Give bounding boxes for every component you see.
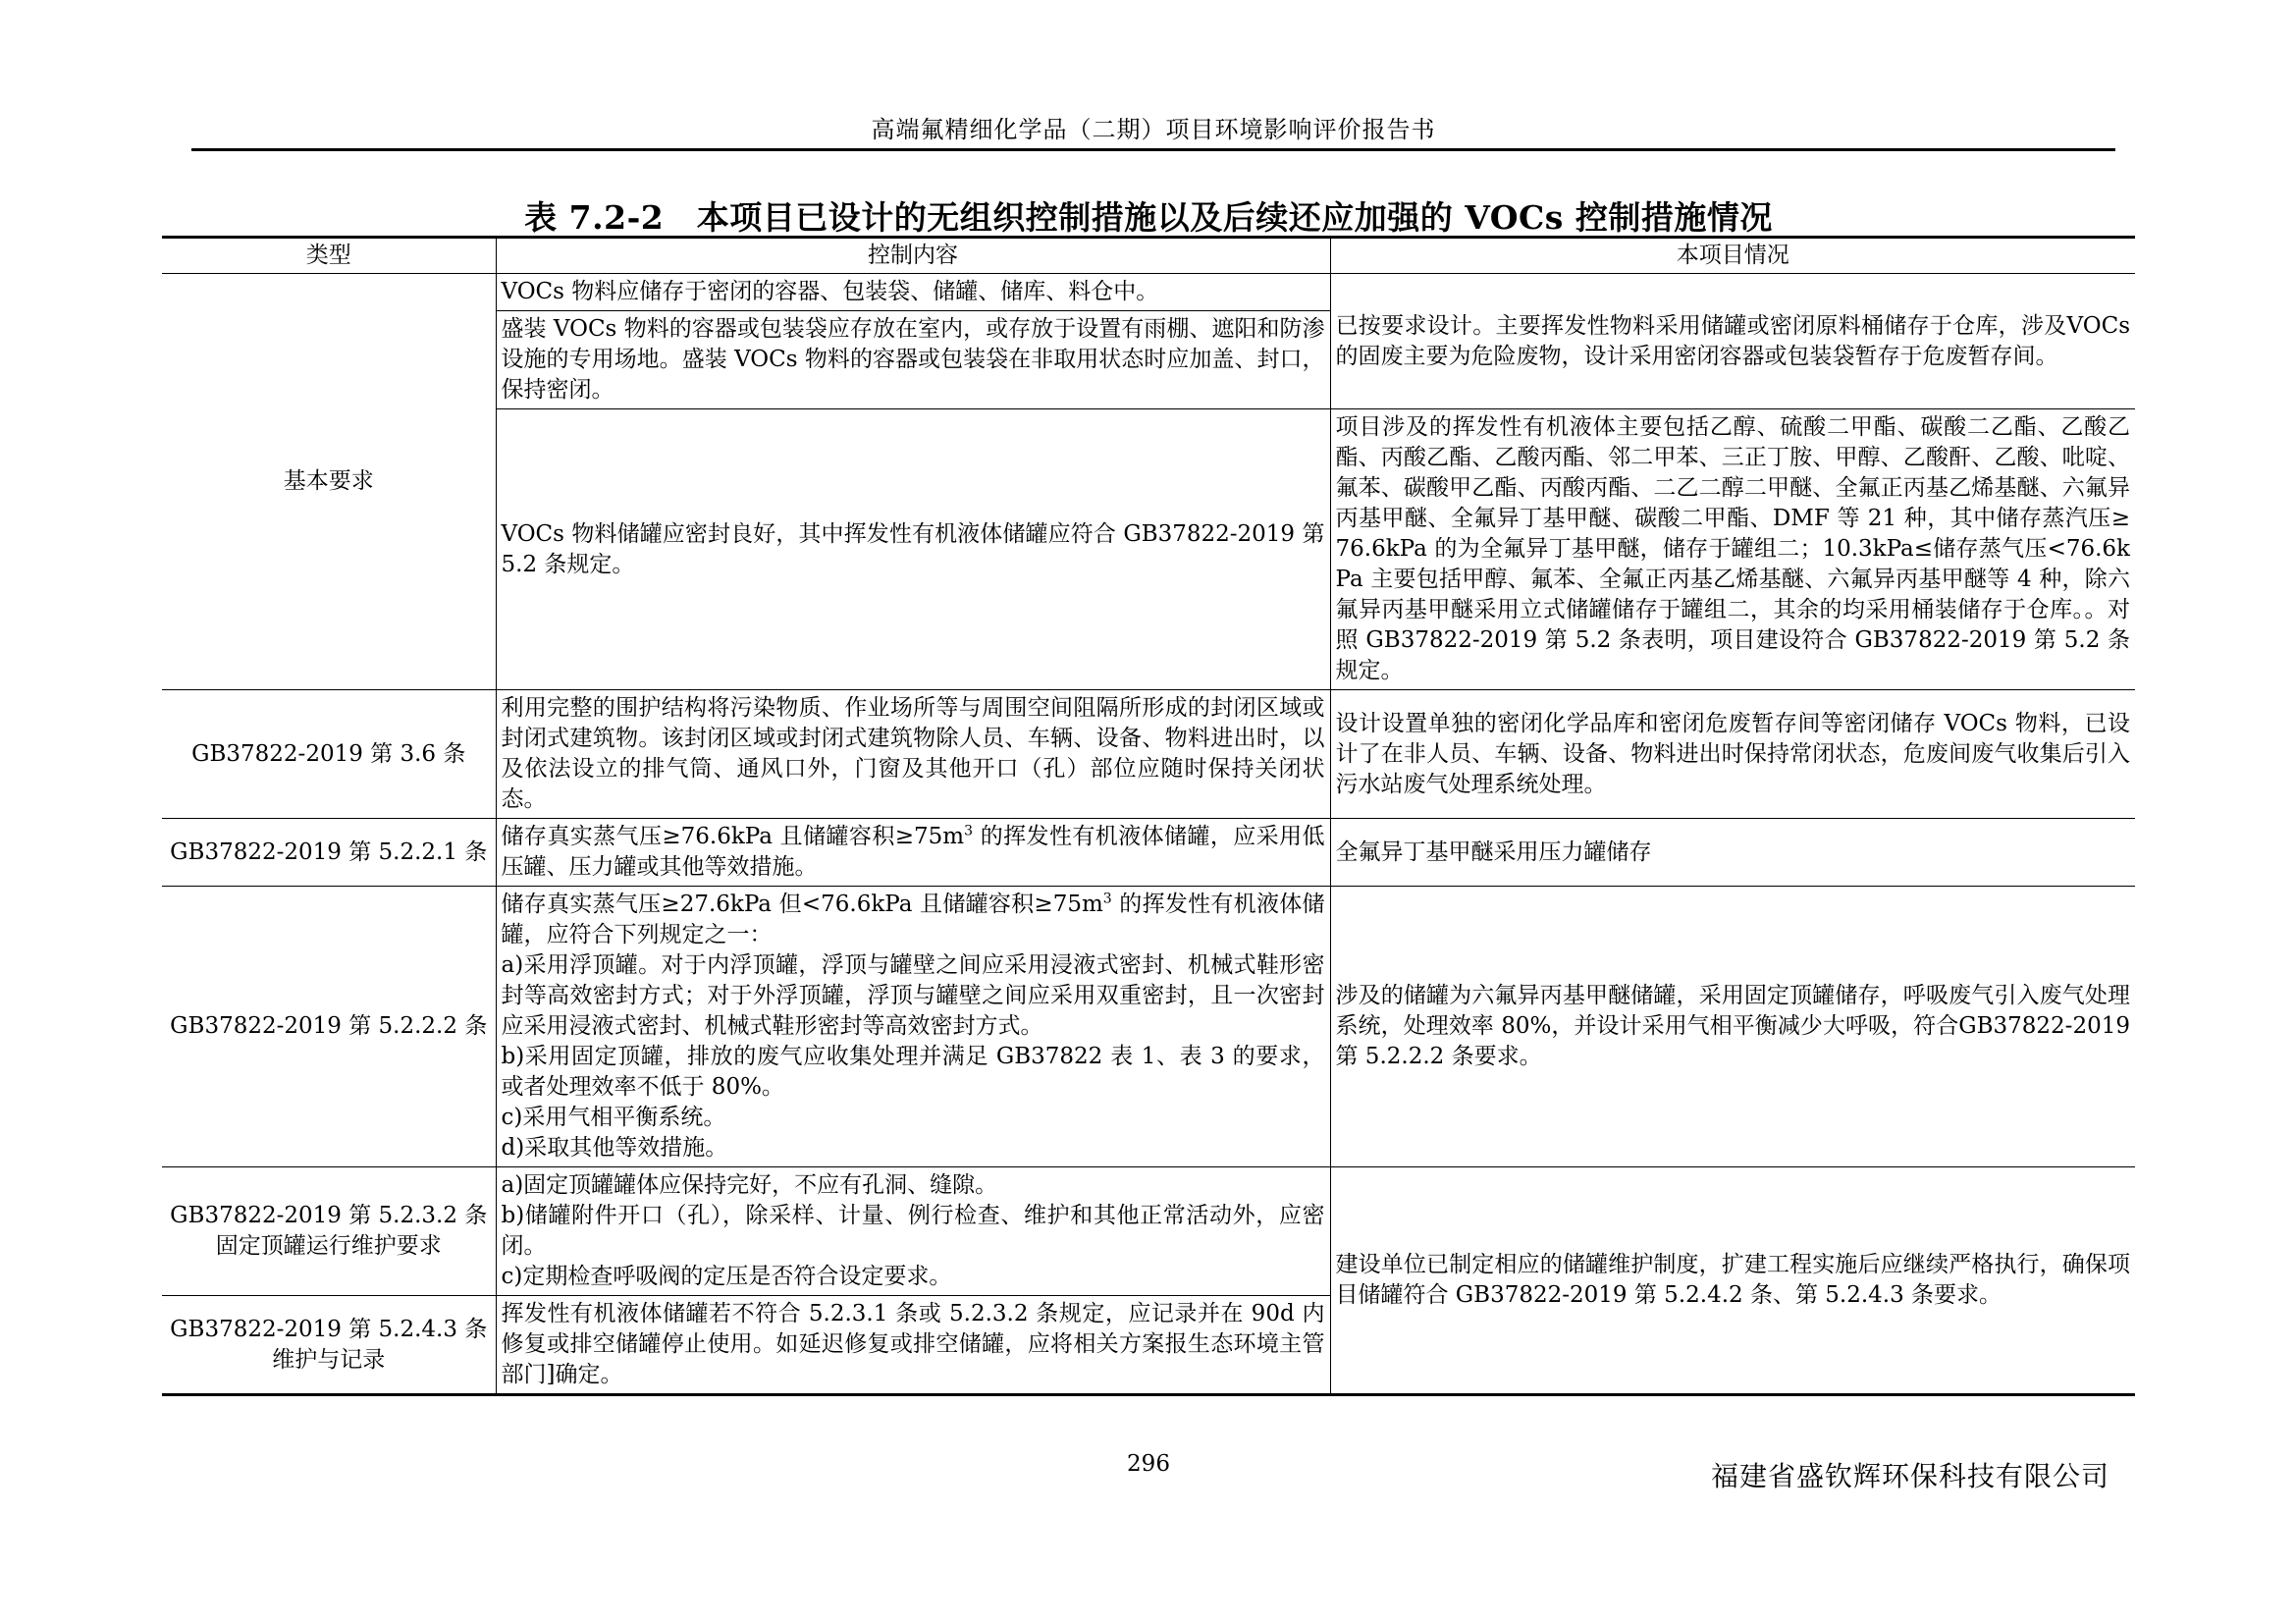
control-content-cell: VOCs 物料储罐应密封良好，其中挥发性有机液体储罐应符合 GB37822-2019 第 5.2 条规定。 — [496, 409, 1330, 690]
content-item-c: c)采用气相平衡系统。 — [501, 1105, 726, 1130]
table-row — [162, 887, 2135, 1167]
column-header-control-content: 控制内容 — [496, 238, 1330, 274]
control-measures-table — [162, 236, 2135, 1396]
content-item-d: d)采取其他等效措施。 — [501, 1135, 728, 1161]
content-text: 储存真实蒸气压≥27.6kPa 但<76.6kPa 且储罐容积≥75m — [501, 892, 1103, 917]
content-item-c: c)定期检查呼吸阀的定压是否符合设定要求。 — [501, 1264, 952, 1289]
control-content-cell: 利用完整的围护结构将污染物质、作业场所等与周围空间阻隔所形成的封闭区域或封闭式建筑物。该封闭区域或封闭式建筑物除人员、车辆、设备、物料进出时，以及依法设立的排气筒、通风口外，门窗及其他开口（孔）部位应随时保持关闭状态。 — [496, 690, 1330, 819]
content-text: 的挥发性有机液体储罐，应采用低压罐、压力罐或其他等效措施。 — [501, 824, 1325, 880]
running-header-title: 高端氟精细化学品（二期）项目环境影响评价报告书 — [871, 116, 1436, 143]
row-type-5-2-2-1: GB37822-2019 第 5.2.2.1 条 — [162, 819, 496, 887]
page-number: 296 — [1127, 1451, 1170, 1477]
superscript: 3 — [964, 823, 974, 839]
table-row — [162, 1167, 2135, 1296]
control-content-cell — [496, 1167, 1330, 1296]
control-content-cell: 挥发性有机液体储罐若不符合 5.2.3.1 条或 5.2.3.2 条规定，应记录并在 90d 内修复或排空储罐停止使用。如延迟修复或排空储罐，应将相关方案报生态环境主管部门]确定。 — [496, 1296, 1330, 1395]
column-header-type: 类型 — [162, 238, 496, 274]
header-rule — [191, 148, 2115, 151]
content-intro — [502, 890, 1325, 950]
table-header-row — [162, 238, 2135, 274]
project-status-cell: 建设单位已制定相应的储罐维护制度，扩建工程实施后应继续严格执行，确保项目储罐符合 GB37822-2019 第 5.2.4.2 条、第 5.2.4.3 条要求。 — [1330, 1167, 2135, 1395]
control-measures-table-wrapper — [162, 236, 2135, 1396]
row-type-3-6: GB37822-2019 第 3.6 条 — [162, 690, 496, 819]
table-row — [162, 819, 2135, 887]
content-item-b: b)采用固定顶罐，排放的废气应收集处理并满足 GB37822 表 1、表 3 的要求，或者处理效率不低于 80%。 — [501, 1044, 1325, 1100]
company-name: 福建省盛钦辉环保科技有限公司 — [1710, 1460, 2109, 1492]
project-status-cell: 项目涉及的挥发性有机液体主要包括乙醇、硫酸二甲酯、碳酸二乙酯、乙酸乙酯、丙酸乙酯、乙酸丙酯、邻二甲苯、三正丁胺、甲醇、乙酸酐、乙酸、吡啶、氟苯、碳酸甲乙酯、丙酸丙酯、二乙二醇二甲醚、全氟正丙基乙烯基醚、六氟异丙基甲醚、全氟异丁基甲醚、碳酸二甲酯、DMF 等 21 种，其中储存蒸汽压≥76.6kPa 的为全氟异丁基甲醚，储存于罐组二；10.3kPa≤储存蒸气压<76.6kPa 主要包括甲醇、氟苯、全氟正丙基乙烯基醚、六氟异丙基甲醚等 4 种，除六氟异丙基甲醚采用立式储罐储存于罐组二，其余的均采用桶装储存于仓库。。对照 GB37822-2019 第 5.2 条表明，项目建设符合 GB37822-2019 第 5.2 条规定。 — [1330, 409, 2135, 690]
project-status-cell: 全氟异丁基甲醚采用压力罐储存 — [1330, 819, 2135, 887]
row-type-5-2-3-2: GB37822-2019 第 5.2.3.2 条 固定顶罐运行维护要求 — [162, 1167, 496, 1296]
control-content-cell — [496, 819, 1330, 887]
column-header-project-status: 本项目情况 — [1330, 238, 2135, 274]
project-status-cell: 已按要求设计。主要挥发性物料采用储罐或密闭原料桶储存于仓库，涉及VOCs 的固废主要为危险废物，设计采用密闭容器或包装袋暂存于危废暂存间。 — [1330, 274, 2135, 409]
content-item-a: a)固定顶罐罐体应保持完好，不应有孔洞、缝隙。 — [501, 1172, 998, 1198]
table-row — [162, 690, 2135, 819]
project-status-cell: 设计设置单独的密闭化学品库和密闭危废暂存间等密闭储存 VOCs 物料，已设计了在非人员、车辆、设备、物料进出时保持常闭状态，危废间废气收集后引入污水站废气处理系统处理。 — [1330, 690, 2135, 819]
control-content-cell: 盛装 VOCs 物料的容器或包装袋应存放在室内，或存放于设置有雨棚、遮阳和防渗设施的专用场地。盛装 VOCs 物料的容器或包装袋在非取用状态时应加盖、封口，保持密闭。 — [496, 311, 1330, 409]
control-content-cell: VOCs 物料应储存于密闭的容器、包装袋、储罐、储库、料仓中。 — [496, 274, 1330, 311]
project-status-cell: 涉及的储罐为六氟异丙基甲醚储罐，采用固定顶罐储存，呼吸废气引入废气处理系统，处理效率 80%，并设计采用气相平衡减少大呼吸，符合GB37822-2019 第 5.2.2.2 条要求。 — [1330, 887, 2135, 1167]
control-content-cell — [496, 887, 1330, 1167]
row-type-basic: 基本要求 — [162, 274, 496, 690]
content-text: 储存真实蒸气压≥76.6kPa 且储罐容积≥75m — [501, 824, 965, 849]
content-text: 的挥发性有机液体储罐，应符合下列规定之一： — [501, 892, 1325, 947]
content-item-a: a)采用浮顶罐。对于内浮顶罐，浮顶与罐壁之间应采用浸液式密封、机械式鞋形密封等高效密封方式；对于外浮顶罐，浮顶与罐壁之间应采用双重密封，且一次密封应采用浸液式密封、机械式鞋形密封等高效密封方式。 — [501, 952, 1325, 1039]
table-row — [162, 274, 2135, 311]
table-caption: 表 7.2-2 本项目已设计的无组织控制措施以及后续还应加强的 VOCs 控制措施情况 — [524, 198, 1773, 237]
row-type-5-2-2-2: GB37822-2019 第 5.2.2.2 条 — [162, 887, 496, 1167]
content-item-b: b)储罐附件开口（孔），除采样、计量、例行检查、维护和其他正常活动外，应密闭。 — [501, 1203, 1325, 1259]
superscript: 3 — [1102, 891, 1112, 907]
row-type-5-2-4-3: GB37822-2019 第 5.2.4.3 条 维护与记录 — [162, 1296, 496, 1395]
